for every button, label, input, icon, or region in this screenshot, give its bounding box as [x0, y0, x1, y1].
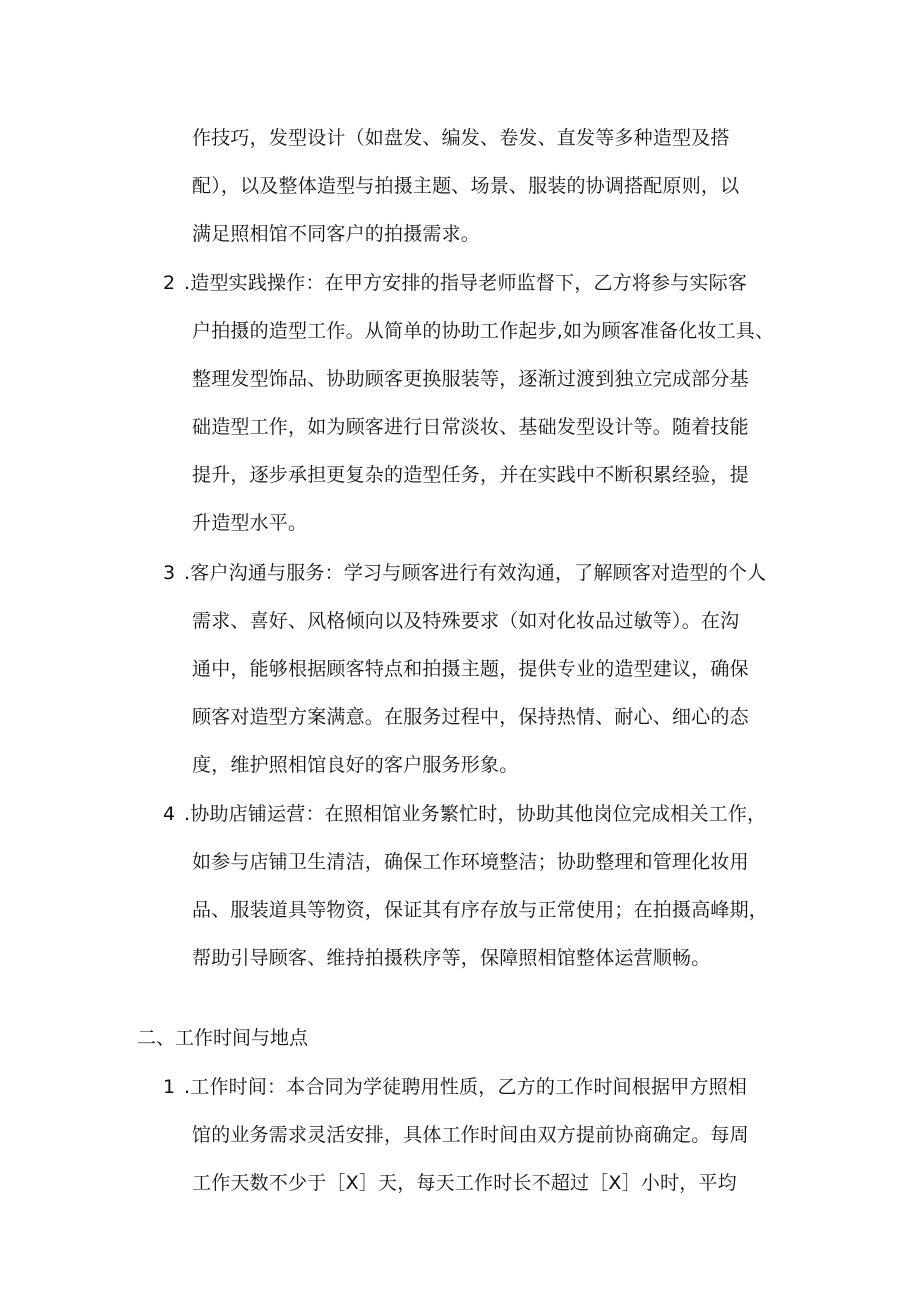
item-4-line-3: 品、服装道具等物资，保证其有序存放与正常使用；在拍摄高峰期，	[192, 899, 769, 921]
item-2-line-4: 础造型工作，如为顾客进行日常淡妆、基础发型设计等。随着技能	[192, 416, 749, 438]
item-4-line-4: 帮助引导顾客、维持拍摄秩序等，保障照相馆整体运营顺畅。	[192, 947, 711, 969]
item-3-line-2: 需求、喜好、风格倾向以及特殊要求（如对化妆品过敏等）。在沟	[192, 610, 740, 632]
item-4-line-2: 如参与店铺卫生清洁，确保工作环境整洁；协助整理和管理化妆用	[192, 851, 749, 873]
item-2-line-5: 提升，逐步承担更复杂的造型任务，并在实践中不断积累经验，提	[192, 464, 749, 486]
item-2-line-2: 户拍摄的造型工作。从简单的协助工作起步,如为顾客准备化妆工具、	[192, 320, 775, 342]
section-2-heading: 二、工作时间与地点	[137, 1027, 309, 1049]
item-2-line-1: .造型实践操作：在甲方安排的指导老师监督下，乙方将参与实际客	[184, 272, 748, 294]
item-2-line-6: 升造型水平。	[192, 512, 308, 534]
section-2-item-1-line-1: .工作时间：本合同为学徒聘用性质，乙方的工作时间根据甲方照相	[184, 1076, 748, 1098]
item-3-line-3: 通中，能够根据顾客特点和拍摄主题，提供专业的造型建议，确保	[192, 658, 749, 680]
section-2-item-1-line-3: 工作天数不少于［X］天，每天工作时长不超过［X］小时，平均	[192, 1172, 737, 1194]
intro-line-3: 满足照相馆不同客户的拍摄需求。	[192, 223, 481, 245]
item-2-line-3: 整理发型饰品、协助顾客更换服装等，逐渐过渡到独立完成部分基	[192, 368, 749, 390]
intro-line-2: 配），以及整体造型与拍摄主题、场景、服装的协调搭配原则，以	[192, 175, 740, 197]
item-3-line-4: 顾客对造型方案满意。在服务过程中，保持热情、耐心、细心的态	[192, 706, 749, 728]
item-4-number: 4	[163, 803, 176, 825]
section-2-item-1-line-2: 馆的业务需求灵活安排，具体工作时间由双方提前协商确定。每周	[192, 1124, 749, 1146]
item-3-number: 3	[163, 562, 176, 584]
section-2-item-1-number: 1	[163, 1076, 176, 1098]
intro-line-1: 作技巧，发型设计（如盘发、编发、卷发、直发等多种造型及搭	[192, 127, 730, 149]
item-3-line-1: .客户沟通与服务：学习与顾客进行有效沟通，了解顾客对造型的个人	[184, 562, 767, 584]
item-4-line-1: .协助店铺运营：在照相馆业务繁忙时，协助其他岗位完成相关工作，	[184, 803, 767, 825]
item-3-line-5: 度，维护照相馆良好的客户服务形象。	[192, 754, 519, 776]
item-2-number: 2	[163, 272, 176, 294]
